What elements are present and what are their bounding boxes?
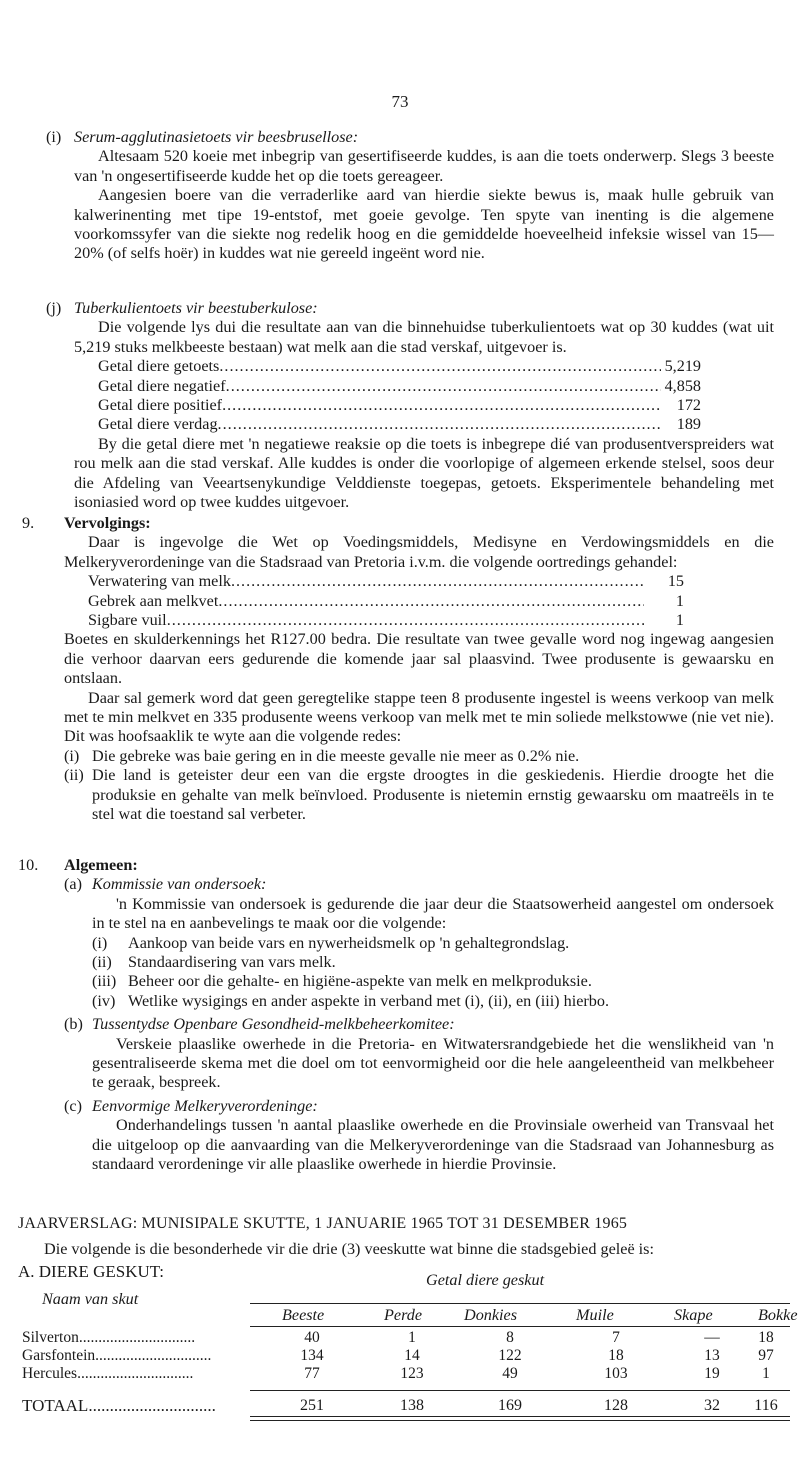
offence-label: Sigbare vuil: [88, 611, 167, 630]
cell-muile: 18: [608, 1347, 624, 1364]
commission-item: [92, 934, 774, 953]
col-header-bokke: Bokke: [758, 1306, 798, 1324]
section-i-body: [46, 147, 774, 263]
reason-text: Die gebreke was baie gering en in die meeste gevalle nie meer as 0.2% nie.: [92, 746, 580, 765]
section-j-para1: Die volgende lys dui die resultate aan van die binnehuidse tuberkulientoets wat op 30 kuddes (wat uit 5,219 stuks melkbeeste bestaan) wat melk aan die stad verskaf, uitgevoer is.: [74, 318, 774, 356]
pound-name-text: Silverton: [22, 1329, 79, 1346]
col-header-beeste: Beeste: [282, 1306, 325, 1324]
cell-perde: 123: [400, 1365, 424, 1382]
total-skape: 32: [704, 1397, 720, 1414]
section-9-body: [22, 533, 774, 824]
commission-item: [92, 972, 774, 991]
table-row: [22, 1328, 790, 1346]
section-i-para2: Aangesien boere van die verraderlike aard van hierdie siekte bewus is, maak hulle gebruik van kalwerinenting met tipe 19-entstof, met goeie gevolge. Ten spyte van inenting is die algemene voorkomssyfer van die siekte nog redelik hoog en die gemiddelde hoeveelheid infeksie wissel van 15—20% (of selfs hoër) in kuddes wat nie gereeld ingeënt word nie.: [74, 186, 774, 263]
subsection-c-heading: Eenvormige Melkeryverordeninge:: [92, 1096, 318, 1115]
section-9-number: 9.: [22, 514, 35, 532]
offence-count: 15: [667, 572, 684, 591]
section-j: [46, 299, 774, 512]
subsection-a-heading-row: [64, 875, 774, 894]
cell-donkies: 122: [498, 1347, 522, 1364]
result-value: 189: [676, 415, 701, 434]
offence-row: [88, 572, 684, 591]
table-header-rule: [250, 1326, 790, 1327]
reason-marker: (i): [64, 746, 80, 765]
cell-beeste: 134: [300, 1347, 324, 1364]
total-muile: 128: [604, 1397, 628, 1414]
annual-report-intro: Die volgende is die besonderhede vir die drie (3) veeskutte wat binne die stadsgebied geleë is:: [44, 1240, 654, 1258]
section-i-heading: Serum-agglutinasietoets vir beesbrusellose:: [74, 128, 359, 146]
leader-dots: ..............................: [95, 1347, 212, 1364]
commission-item-marker: (i): [92, 933, 108, 952]
offence-label: Gebrek aan melkvet: [88, 591, 219, 610]
subsection-c-heading-row: [64, 1097, 774, 1116]
section-i-marker: (i): [46, 128, 62, 146]
table-row: [22, 1364, 790, 1382]
reason-item: [64, 747, 774, 766]
offence-label: Verwatering van melk: [88, 572, 231, 591]
total-beeste: 251: [300, 1397, 324, 1414]
section-j-body: [46, 318, 774, 512]
subsection-b-para: Verskeie plaaslike owerhede in die Pretoria- en Witwatersrandgebiede het die wenslikheid van 'n gesentraliseerde skema met die doel om tot eenvormigheid oor die hele aangeleentheid van melkbeheer te geraak, bespreek.: [92, 1034, 774, 1092]
pound-name: [22, 1346, 252, 1365]
offence-row: [88, 592, 684, 611]
result-row: [98, 377, 701, 396]
subsection-b-heading: Tussentydse Openbare Gesondheid-melkbeheerkomitee:: [92, 1015, 455, 1034]
section-9-para3: Daar sal gemerk word dat geen geregtelike stappe teen 8 produsente ingestel is weens verkoop van melk met te min melkvet en 335 produsente weens verkoop van melk met te min soliede melkstowwe (nie vet nie). Dit was hoofsaaklik te wyte aan die volgende redes:: [64, 688, 774, 746]
total-label-text: TOTAAL: [22, 1396, 89, 1415]
result-value: 172: [676, 396, 701, 415]
leader-dots: ..............................: [88, 1396, 216, 1415]
offence-count: 1: [675, 611, 684, 630]
section-9-para1: Daar is ingevolge die Wet op Voedingsmiddels, Medisyne en Verdowingsmiddels en die Melkeryverordeninge van die Stadsraad van Pretoria i.v.m. die volgende oortredings gehandel:: [64, 533, 774, 571]
section-10-number: 10.: [18, 856, 39, 874]
leader-dots: [226, 377, 661, 396]
commission-item-marker: (iii): [92, 972, 117, 991]
subsection-b-body: [64, 1035, 774, 1093]
section-j-heading-row: [46, 299, 774, 318]
cell-skape: 19: [704, 1365, 720, 1382]
subsection-c-para: Onderhandelings tussen 'n aantal plaaslike owerhede en die Provinsiale owerheid van Transvaal het die uitgeloop op die aanvaarding van die Melkeryverordeninge van die Stadsraad van Johannesburg as standaard verordeninge vir alle plaaslike owerhede in hierdie Provinsie.: [92, 1116, 774, 1174]
section-i-para1: Altesaam 520 koeie met inbegrip van gesertifiseerde kuddes, is aan die toets onderwerp. Slegs 3 beeste van 'n ongesertifiseerde kudde het op die toets gereageer.: [74, 147, 774, 185]
cell-bokke: 18: [758, 1329, 774, 1346]
subsection-c-body: [64, 1116, 774, 1174]
total-label: [22, 1396, 252, 1415]
commission-item-text: Standaardisering van vars melk.: [128, 953, 336, 972]
result-row: [98, 415, 701, 434]
result-label: Getal diere positief: [98, 396, 223, 415]
page-number: 73: [391, 92, 409, 111]
cell-perde: 1: [408, 1329, 416, 1346]
annual-report-title: JAARVERSLAG: MUNISIPALE SKUTTE, 1 JANUARIE 1965 TOT 31 DESEMBER 1965: [18, 1215, 628, 1232]
col-header-perde: Perde: [384, 1306, 423, 1324]
section-10-heading: Algemeen:: [64, 856, 138, 874]
leader-dots: [219, 357, 661, 376]
cell-skape: 13: [704, 1347, 720, 1364]
commission-item: [92, 953, 774, 972]
col-header-muile: Muile: [576, 1306, 614, 1324]
pound-name-text: Garsfontein: [22, 1347, 96, 1364]
section-10-heading-row: [18, 856, 774, 875]
leader-dots: [222, 396, 661, 415]
table-bottom-double-rule: [250, 1416, 790, 1421]
leader-dots: [218, 415, 661, 434]
col-header-donkies: Donkies: [464, 1306, 518, 1324]
reason-marker: (ii): [64, 766, 84, 785]
pound-name-text: Hercules: [22, 1365, 78, 1382]
pound-name: [22, 1364, 252, 1383]
cell-donkies: 49: [502, 1365, 518, 1382]
cell-bokke: 1: [762, 1365, 770, 1382]
cell-bokke: 97: [758, 1347, 774, 1364]
section-10-body: [18, 875, 774, 1174]
result-label: Getal diere getoets: [98, 357, 220, 376]
commission-item-marker: (ii): [92, 953, 112, 972]
table-total-row: [22, 1396, 790, 1416]
commission-item: [92, 992, 774, 1011]
section-9-heading: Vervolgings:: [64, 514, 151, 532]
result-row: [98, 357, 701, 376]
reason-item: [64, 766, 774, 824]
col-header-skape: Skape: [674, 1306, 713, 1324]
cell-muile: 7: [612, 1329, 620, 1346]
section-i-heading-row: [46, 128, 774, 147]
section-j-marker: (j): [46, 299, 62, 317]
subsection-a-marker: (a): [64, 875, 82, 894]
commission-item-text: Beheer oor die gehalte- en higiëne-aspekte van melk en melkproduksie.: [128, 972, 592, 991]
leader-dots: ..............................: [78, 1329, 196, 1346]
table-row-header: Naam van skut: [42, 1290, 139, 1308]
cell-perde: 14: [404, 1347, 420, 1364]
section-a-heading: A. DIERE GESKUT:: [18, 1262, 165, 1281]
total-bokke: 116: [754, 1397, 778, 1414]
total-donkies: 169: [498, 1397, 522, 1414]
subsection-a-para: 'n Kommissie van ondersoek is gedurende die jaar deur die Staatsowerheid aangestel om ondersoek in te stel na en aanbevelings te maak oor die volgende:: [92, 894, 774, 933]
reason-text: Die land is geteister deur een van die ergste droogtes in die geskiedenis. Hierdie droogte het die produksie en gehalte van melk beïnvloed. Produsente is nietemin ernstig gewaarsku om maatreëls in te stel wat die toestand sal verbeter.: [92, 766, 774, 824]
section-j-para2: By die getal diere met 'n negatiewe reaksie op die toets is inbegrepe dié van produsentverspreiders wat rou melk aan die stad verskaf. Alle kuddes is onder die voorlopige of algemeen erkende stelsel, soos deur die Afdeling van Veeartsenykundige Velddienste toegepas, getoets. Eksperimentele behandeling met isoniasied word op twee kuddes uitgevoer.: [74, 434, 774, 512]
cell-muile: 103: [604, 1365, 628, 1382]
table-header-row: [250, 1306, 798, 1326]
table-total-rule: [250, 1390, 790, 1391]
pound-name: [22, 1328, 252, 1347]
leader-dots: [218, 592, 644, 611]
table-top-rule: [250, 1303, 790, 1304]
section-9: [22, 514, 774, 825]
commission-item-marker: (iv): [92, 991, 116, 1010]
table-body: [22, 1328, 790, 1382]
cell-beeste: 77: [304, 1365, 320, 1382]
table-row: [22, 1346, 790, 1364]
leader-dots: ..............................: [77, 1365, 194, 1382]
offence-row: [88, 611, 684, 630]
section-j-results-list: [74, 357, 701, 435]
section-j-heading: Tuberkulientoets vir beestuberkulose:: [74, 299, 318, 317]
result-label: Getal diere negatief: [98, 376, 226, 395]
section-i: [46, 128, 774, 264]
result-label: Getal diere verdag: [98, 415, 218, 434]
subsection-c-marker: (c): [64, 1096, 82, 1115]
commission-item-text: Wetlike wysigings en ander aspekte in verband met (i), (ii), en (iii) hierbo.: [128, 991, 610, 1010]
section-9-heading-row: [22, 514, 774, 533]
cell-donkies: 8: [506, 1329, 514, 1346]
result-value: 4,858: [664, 376, 701, 395]
leader-dots: [167, 611, 644, 630]
subsection-a-body: [64, 895, 774, 1011]
result-row: [98, 396, 701, 415]
subsection-b-heading-row: [64, 1015, 774, 1034]
commission-item-text: Aankoop van beide vars en nywerheidsmelk op 'n gehaltegrondslag.: [128, 933, 570, 952]
cell-skape: —: [704, 1329, 720, 1346]
leader-dots: [231, 572, 644, 591]
cell-beeste: 40: [304, 1329, 320, 1346]
section-10: [18, 856, 774, 1175]
section-9-para2: Boetes en skulderkennings het R127.00 bedra. Die resultate van twee gevalle word nog ingewag aangesien die verhoor daarvan eers gedurende die komende jaar sal plaasvind. Twee produsente is gewaarsku en ontslaan.: [64, 630, 774, 688]
subsection-a-heading: Kommissie van ondersoek:: [92, 875, 267, 894]
subsection-b-marker: (b): [64, 1015, 83, 1034]
offences-list: [64, 572, 684, 630]
table-group-header: Getal diere geskut: [426, 1271, 545, 1289]
offence-count: 1: [675, 591, 684, 610]
result-value: 5,219: [664, 357, 701, 376]
total-perde: 138: [400, 1397, 424, 1414]
